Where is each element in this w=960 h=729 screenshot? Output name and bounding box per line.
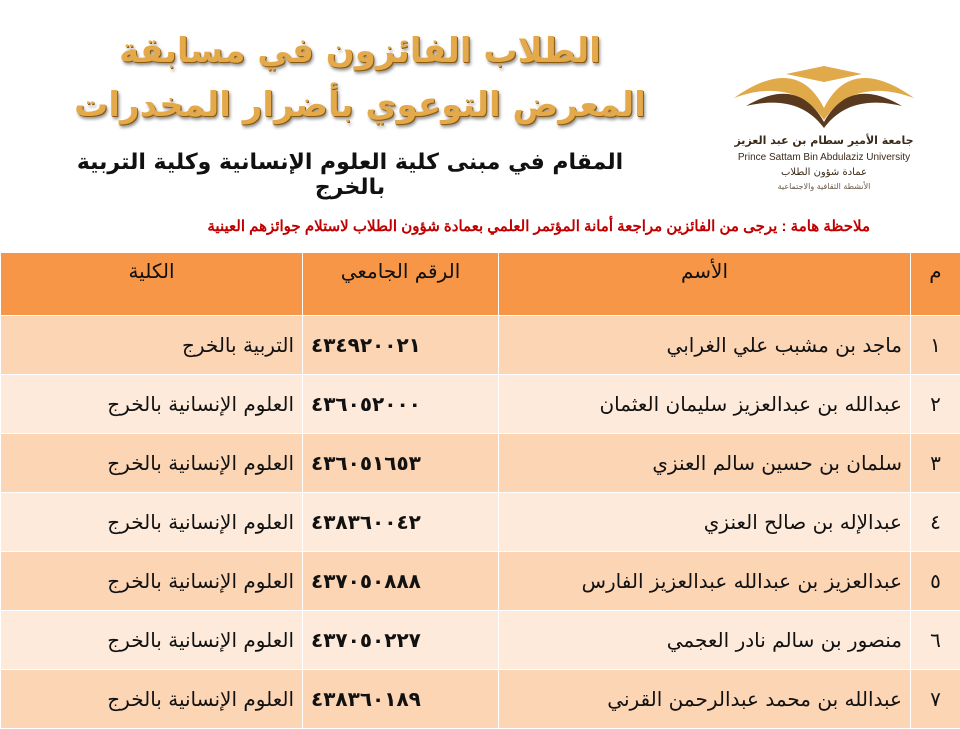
row-college: العلوم الإنسانية بالخرج xyxy=(1,611,303,670)
row-num: ٥ xyxy=(911,552,960,611)
row-num: ٣ xyxy=(911,434,960,493)
row-name: سلمان بن حسين سالم العنزي xyxy=(499,434,911,493)
row-college: العلوم الإنسانية بالخرج xyxy=(1,670,303,729)
important-note: ملاحظة هامة : يرجى من الفائزين مراجعة أمانة المؤتمر العلمي بعمادة شؤون الطلاب لاستلام جوائزهم العينية xyxy=(40,217,870,235)
row-college: العلوم الإنسانية بالخرج xyxy=(1,375,303,434)
row-name: ماجد بن مشبب علي الغرابي xyxy=(499,316,911,375)
header-id: الرقم الجامعي xyxy=(303,253,499,316)
logo-university-name-ar: جامعة الأمير سطام بن عبد العزيز xyxy=(726,134,922,147)
row-name: منصور بن سالم نادر العجمي xyxy=(499,611,911,670)
winners-table xyxy=(0,252,960,729)
row-id: ٤٣٦٠٥٢٠٠٠ xyxy=(303,375,499,434)
row-name: عبدالإله بن صالح العنزي xyxy=(499,493,911,552)
row-college: التربية بالخرج xyxy=(1,316,303,375)
logo-deanship: عمادة شؤون الطلاب xyxy=(726,167,922,178)
table-row xyxy=(1,375,960,434)
row-id: ٤٣٦٠٥١٦٥٣ xyxy=(303,434,499,493)
table-row xyxy=(1,552,960,611)
header-num: م xyxy=(911,253,960,316)
row-id: ٤٣٧٠٥٠٨٨٨ xyxy=(303,552,499,611)
row-college: العلوم الإنسانية بالخرج xyxy=(1,552,303,611)
table-row xyxy=(1,434,960,493)
book-wings-icon xyxy=(726,64,922,134)
logo-university-name-en: Prince Sattam Bin Abdulaziz University xyxy=(726,152,922,163)
row-name: عبدالله بن محمد عبدالرحمن القرني xyxy=(499,670,911,729)
title-line-2: المعرض التوعوي بأضرار المخدرات xyxy=(60,88,660,122)
logo-department: الأنشطة الثقافية والاجتماعية xyxy=(726,182,922,191)
row-num: ٤ xyxy=(911,493,960,552)
header-name: الأسم xyxy=(499,253,911,316)
row-id: ٤٣٧٠٥٠٢٢٧ xyxy=(303,611,499,670)
subtitle: المقام في مبنى كلية العلوم الإنسانية وكلية التربية بالخرج xyxy=(60,150,640,200)
university-logo xyxy=(726,64,922,204)
row-num: ٢ xyxy=(911,375,960,434)
row-num: ١ xyxy=(911,316,960,375)
row-id: ٤٣٨٣٦٠٠٤٢ xyxy=(303,493,499,552)
row-num: ٦ xyxy=(911,611,960,670)
row-num: ٧ xyxy=(911,670,960,729)
header-college: الكلية xyxy=(1,253,303,316)
table-header-row xyxy=(1,253,960,316)
title-line-1: الطلاب الفائزون في مسابقة xyxy=(60,34,660,68)
row-name: عبدالعزيز بن عبدالله عبدالعزيز الفارس xyxy=(499,552,911,611)
row-id: ٤٣٤٩٢٠٠٢١ xyxy=(303,316,499,375)
table-row xyxy=(1,611,960,670)
row-college: العلوم الإنسانية بالخرج xyxy=(1,434,303,493)
row-college: العلوم الإنسانية بالخرج xyxy=(1,493,303,552)
table-row xyxy=(1,316,960,375)
row-name: عبدالله بن عبدالعزيز سليمان العثمان xyxy=(499,375,911,434)
row-id: ٤٣٨٣٦٠١٨٩ xyxy=(303,670,499,729)
table-row xyxy=(1,493,960,552)
